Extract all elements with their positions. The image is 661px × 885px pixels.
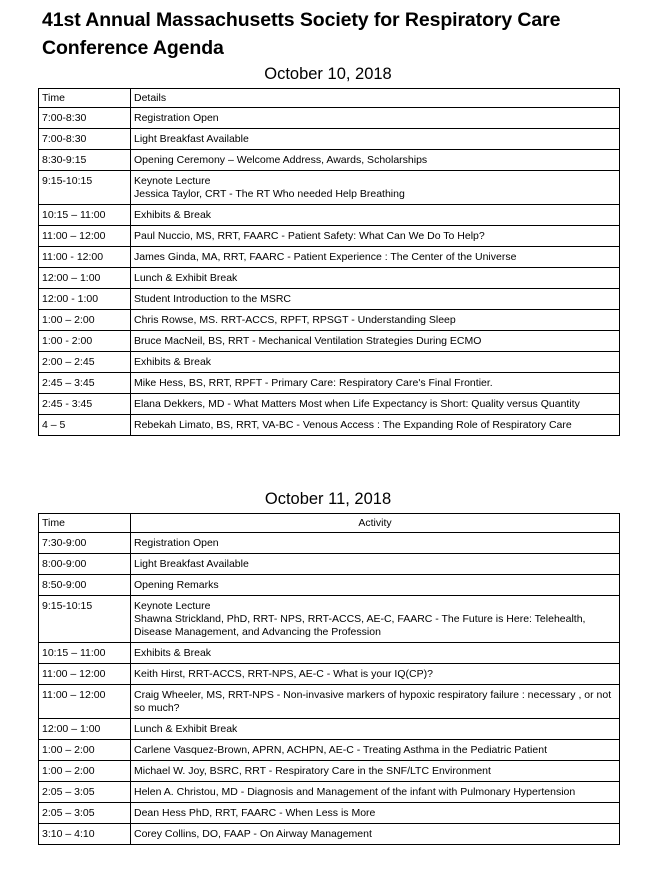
session-details: Helen A. Christou, MD - Diagnosis and Management of the infant with Pulmonary Hypertension [131,782,620,803]
session-time: 1:00 – 2:00 [39,740,131,761]
agenda-row [39,373,620,394]
session-time: 11:00 - 12:00 [39,247,131,268]
agenda-row [39,129,620,150]
session-time: 9:15-10:15 [39,171,131,205]
session-details: Lunch & Exhibit Break [131,719,620,740]
agenda-row [39,554,620,575]
session-details: Exhibits & Break [131,205,620,226]
session-details: Elana Dekkers, MD - What Matters Most when Life Expectancy is Short: Quality versus Quantity [131,394,620,415]
session-time: 3:10 – 4:10 [39,824,131,845]
agenda-row [39,761,620,782]
session-time: 12:00 – 1:00 [39,268,131,289]
session-details: Rebekah Limato, BS, RRT, VA-BC - Venous Access : The Expanding Role of Respiratory Care [131,415,620,436]
session-time: 2:00 – 2:45 [39,352,131,373]
document-title [42,6,642,62]
session-time: 12:00 – 1:00 [39,719,131,740]
session-details: James Ginda, MA, RRT, FAARC - Patient Experience : The Center of the Universe [131,247,620,268]
session-details: Corey Collins, DO, FAAP - On Airway Management [131,824,620,845]
agenda-row [39,247,620,268]
table-header-row [39,514,620,533]
session-time: 8:50-9:00 [39,575,131,596]
session-details: Mike Hess, BS, RRT, RPFT - Primary Care: Respiratory Care's Final Frontier. [131,373,620,394]
agenda-row [39,352,620,373]
session-details: Light Breakfast Available [131,554,620,575]
session-details: Light Breakfast Available [131,129,620,150]
agenda-row [39,205,620,226]
title-line-1: 41st Annual Massachusetts Society for Respiratory Care [42,9,561,31]
session-time: 7:00-8:30 [39,108,131,129]
agenda-row [39,685,620,719]
agenda-row [39,596,620,643]
session-time: 2:45 – 3:45 [39,373,131,394]
agenda-row [39,575,620,596]
agenda-row [39,331,620,352]
session-details: Carlene Vasquez-Brown, APRN, ACHPN, AE-C - Treating Asthma in the Pediatric Patient [131,740,620,761]
agenda-row [39,664,620,685]
agenda-row [39,533,620,554]
session-details: Opening Remarks [131,575,620,596]
day2-agenda-table [38,513,620,845]
session-time: 9:15-10:15 [39,596,131,643]
day2-date-heading: October 11, 2018 [264,490,392,508]
session-details: Keith Hirst, RRT-ACCS, RRT-NPS, AE-C - What is your IQ(CP)? [131,664,620,685]
session-time: 2:05 – 3:05 [39,782,131,803]
agenda-row [39,740,620,761]
agenda-row [39,415,620,436]
session-time: 1:00 – 2:00 [39,310,131,331]
session-details: Bruce MacNeil, BS, RRT - Mechanical Ventilation Strategies During ECMO [131,331,620,352]
agenda-row [39,782,620,803]
agenda-row [39,150,620,171]
agenda-row [39,289,620,310]
activity-column-header: Activity [131,514,620,533]
session-details: Paul Nuccio, MS, RRT, FAARC - Patient Safety: What Can We Do To Help? [131,226,620,247]
session-details: Opening Ceremony – Welcome Address, Awards, Scholarships [131,150,620,171]
agenda-row [39,643,620,664]
session-details: Lunch & Exhibit Break [131,268,620,289]
session-time: 8:00-9:00 [39,554,131,575]
session-details: Dean Hess PhD, RRT, FAARC - When Less is More [131,803,620,824]
day1-agenda-table [38,88,620,436]
agenda-row [39,171,620,205]
session-details: Exhibits & Break [131,352,620,373]
session-time: 10:15 – 11:00 [39,205,131,226]
session-details: Registration Open [131,108,620,129]
time-column-header: Time [39,89,131,108]
table-header-row [39,89,620,108]
agenda-row [39,108,620,129]
session-details: Michael W. Joy, BSRC, RRT - Respiratory Care in the SNF/LTC Environment [131,761,620,782]
agenda-row [39,310,620,331]
session-time: 7:30-9:00 [39,533,131,554]
session-time: 2:05 – 3:05 [39,803,131,824]
session-time: 2:45 - 3:45 [39,394,131,415]
session-details: Student Introduction to the MSRC [131,289,620,310]
agenda-row [39,268,620,289]
session-details: Craig Wheeler, MS, RRT-NPS - Non-invasive markers of hypoxic respiratory failure : necessary , or not so much? [131,685,620,719]
session-time: 1:00 - 2:00 [39,331,131,352]
session-time: 8:30-9:15 [39,150,131,171]
agenda-row [39,803,620,824]
agenda-row [39,226,620,247]
title-line-2: Conference Agenda [42,37,224,59]
session-time: 11:00 – 12:00 [39,226,131,247]
details-column-header: Details [131,89,620,108]
day1-date-heading: October 10, 2018 [264,65,392,83]
session-time: 12:00 - 1:00 [39,289,131,310]
session-details: Keynote Lecture Shawna Strickland, PhD, RRT- NPS, RRT-ACCS, AE-C, FAARC - The Future is Here: Telehealth, Disease Management, and Advancing the Profession [131,596,620,643]
session-time: 11:00 – 12:00 [39,664,131,685]
time-column-header: Time [39,514,131,533]
session-time: 1:00 – 2:00 [39,761,131,782]
agenda-row [39,719,620,740]
session-details: Chris Rowse, MS. RRT-ACCS, RPFT, RPSGT - Understanding Sleep [131,310,620,331]
session-details: Keynote Lecture Jessica Taylor, CRT - The RT Who needed Help Breathing [131,171,620,205]
session-details: Exhibits & Break [131,643,620,664]
session-time: 7:00-8:30 [39,129,131,150]
agenda-row [39,824,620,845]
session-time: 11:00 – 12:00 [39,685,131,719]
session-time: 10:15 – 11:00 [39,643,131,664]
agenda-row [39,394,620,415]
session-details: Registration Open [131,533,620,554]
session-time: 4 – 5 [39,415,131,436]
